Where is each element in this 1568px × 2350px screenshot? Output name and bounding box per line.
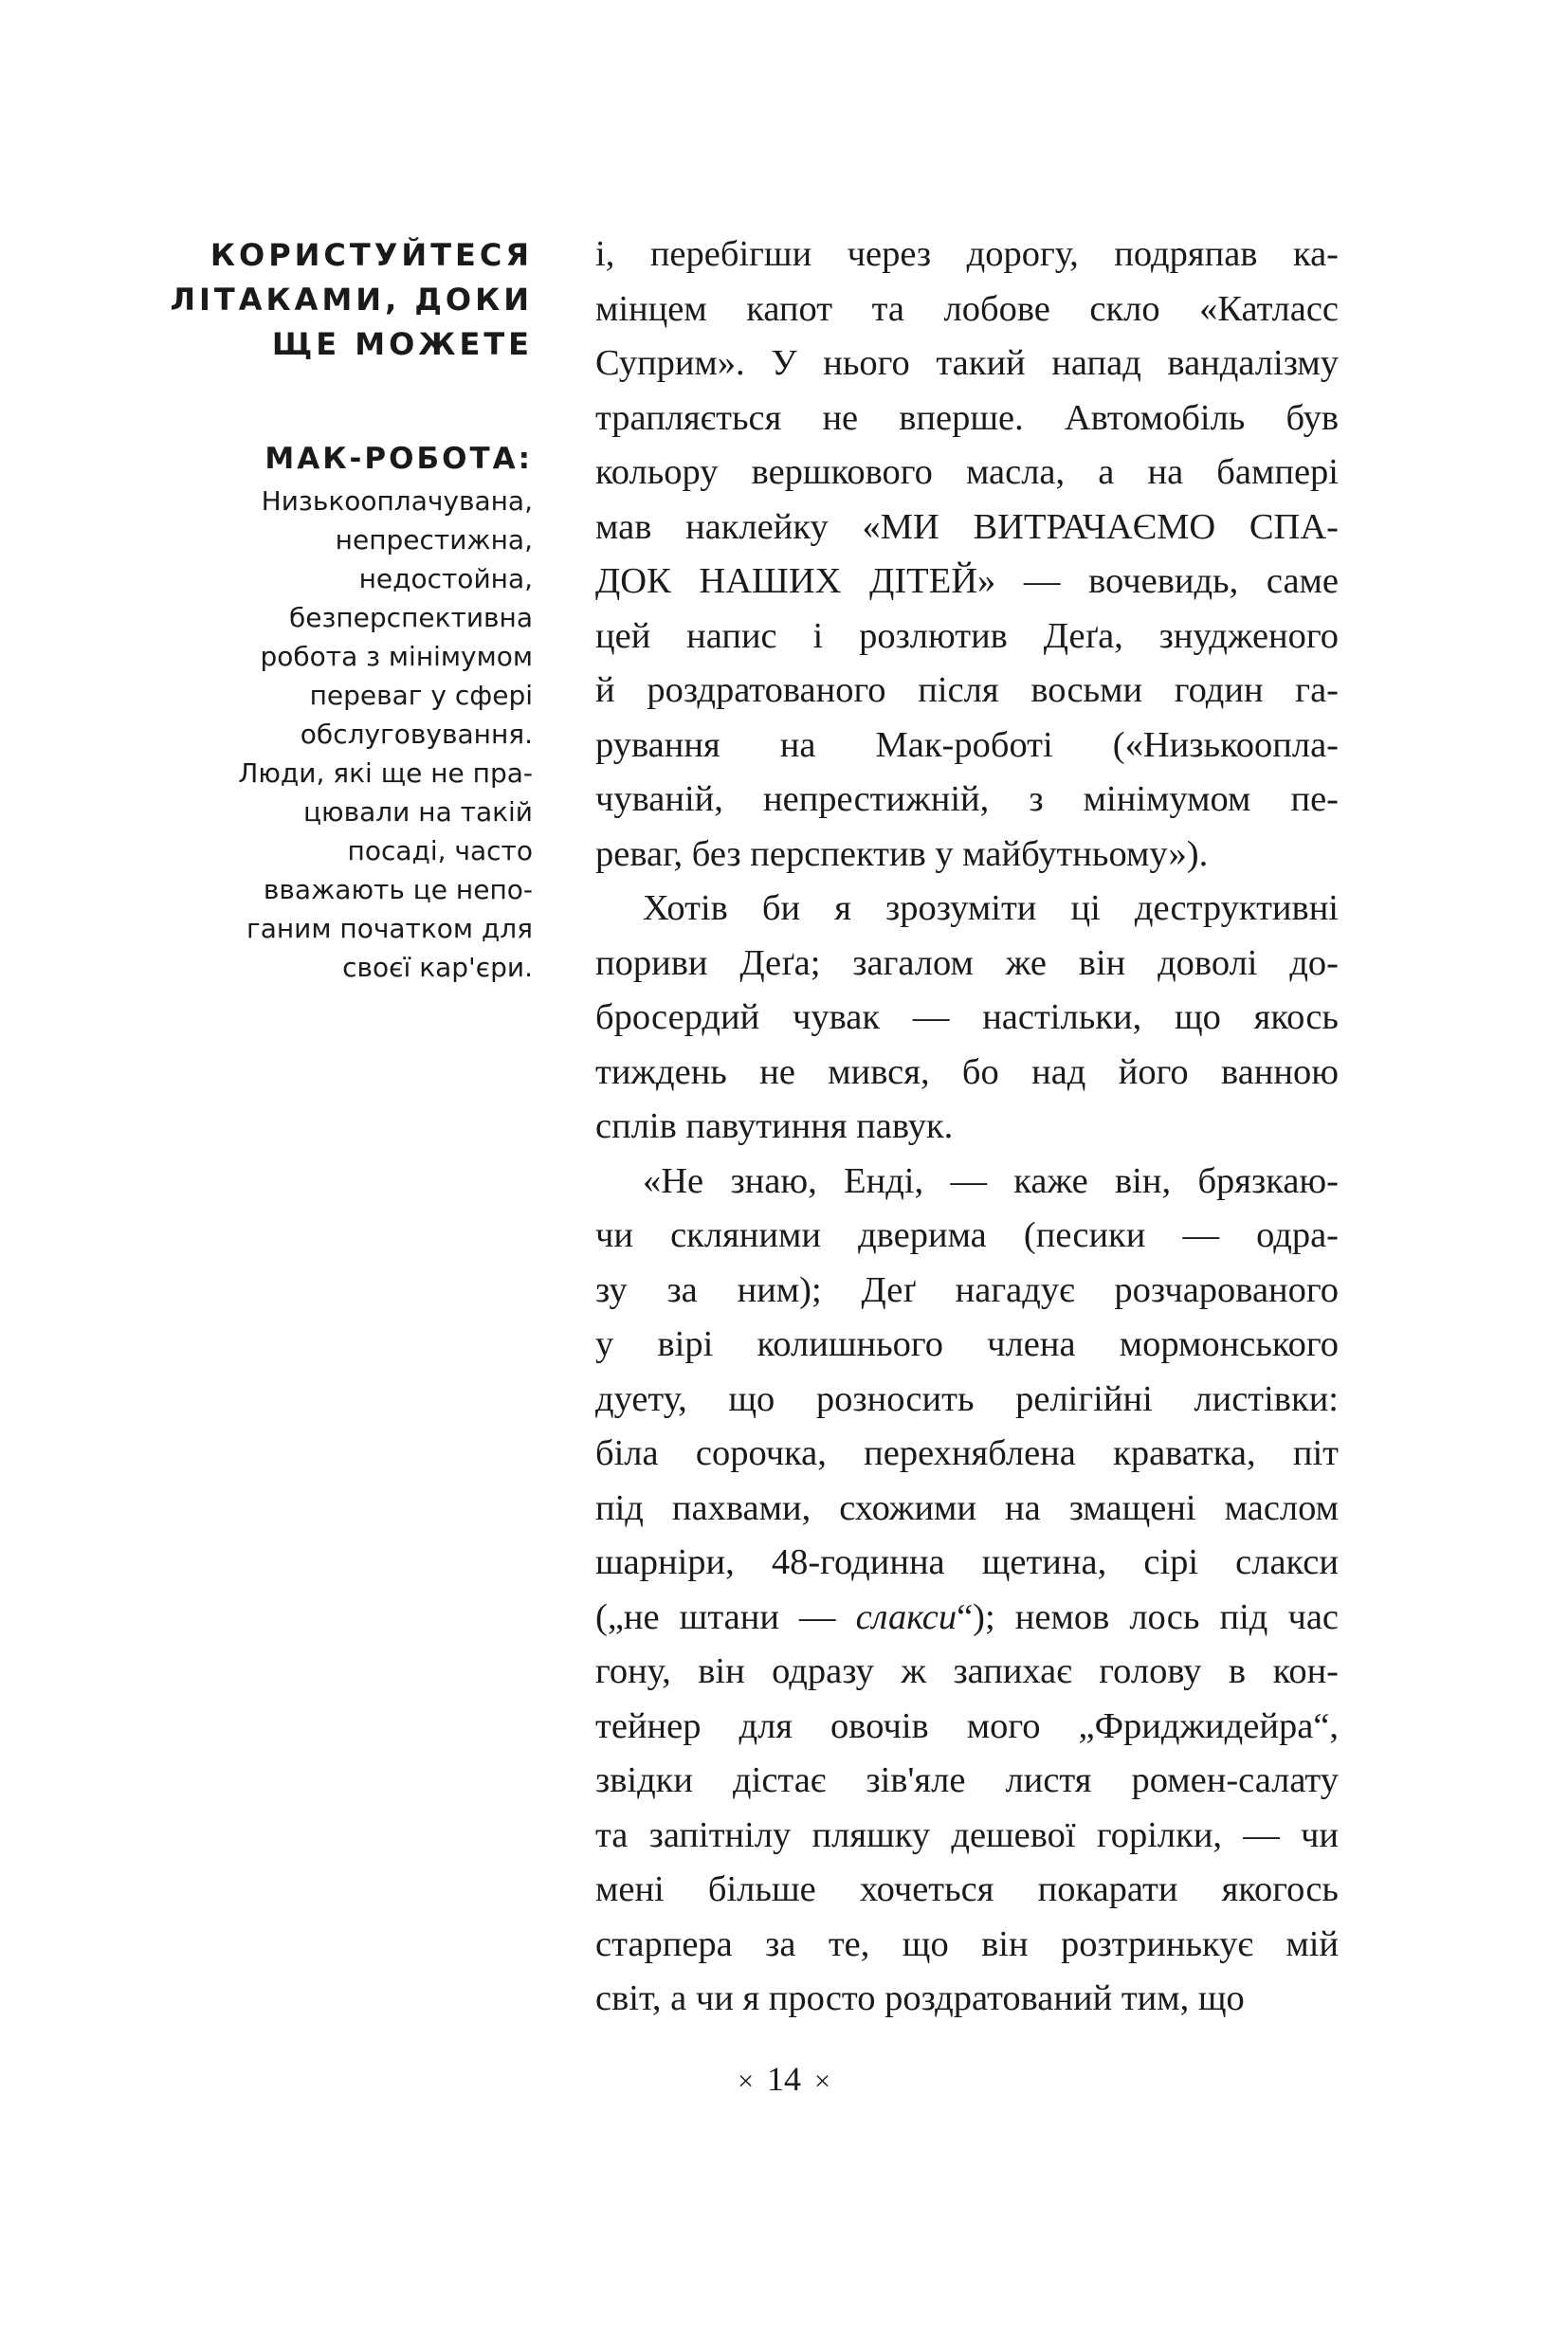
definition-line: ганим початком для — [246, 913, 533, 944]
text-line: мені більше хочеться покарати якогось — [595, 1869, 1339, 1909]
definition-line: посаді, часто — [347, 835, 533, 866]
paragraph — [595, 1155, 1339, 2027]
text-line: шарніри, 48-годинна щетина, сірі слакси — [595, 1542, 1339, 1582]
text-line: зу за ним); Деґ нагадує розчарованого — [595, 1269, 1339, 1310]
paragraph — [595, 882, 1339, 1155]
definition-line: Люди, які ще не пра- — [238, 757, 533, 789]
glossary-term — [142, 437, 533, 987]
chapter-title — [142, 233, 533, 367]
text-line: гону, він одразу ж запихає голову в кон- — [595, 1651, 1339, 1691]
text-line: трапляється не вперше. Автомобіль був — [595, 397, 1339, 438]
text-line: і, перебігши через дорогу, подряпав ка- — [595, 234, 1339, 274]
folio-separator: × — [738, 2066, 754, 2097]
term-definition — [142, 482, 533, 987]
text-line: пориви Деґа; загалом же він доволі до- — [595, 942, 1339, 983]
text-line: у вірі колишнього члена мормонського — [595, 1324, 1339, 1364]
text-line: біла сорочка, перехнябленa краватка, піт — [595, 1433, 1339, 1473]
text-line: Хотів би я зрозуміти ці деструктивні — [643, 888, 1339, 928]
page-number: 14 — [767, 2060, 801, 2098]
text-line: світ, а чи я просто роздратований тим, що — [595, 1978, 1245, 2018]
body-text — [595, 228, 1339, 2027]
definition-line: цювали на такій — [302, 796, 533, 828]
text-line: під пахвами, схожими на змащені маслом — [595, 1487, 1339, 1528]
text-line: звідки дістає зів'яле листя ромен-салату — [595, 1760, 1339, 1800]
text-line: тиждень не мився, бо над його ванною — [595, 1051, 1339, 1092]
text-line: чи скляними дверима (песики — одра- — [595, 1215, 1339, 1255]
definition-line: безперспективна — [288, 602, 533, 633]
text-line: бросердий чувак — настільки, що якось — [595, 997, 1339, 1037]
text-line: кольору вершкового масла, а на бампері — [595, 452, 1339, 492]
sidebar — [142, 233, 533, 987]
page-footer — [0, 2059, 1568, 2099]
text-line: цей напис і розлютив Деґа, знудженого — [595, 615, 1339, 656]
text-line: старпера за те, що він розтринькує мій — [595, 1923, 1339, 1964]
text-line: дуету, що розносить релігійні листівки: — [595, 1378, 1339, 1419]
text-line: «Не знаю, Енді, — каже він, брязкаю- — [643, 1160, 1339, 1201]
text-line: та запітнілу пляшку дешевої горілки, — чи — [595, 1814, 1339, 1855]
definition-line: переваг у сфері — [309, 680, 533, 711]
folio-separator: × — [814, 2066, 830, 2097]
text-line: рування на Мак-роботі («Низькоопла- — [595, 724, 1339, 765]
definition-line: непрестижна, — [335, 524, 533, 556]
definition-line: обслуговування. — [300, 719, 533, 750]
text-line: Суприм». У нього такий напад вандалізму — [595, 343, 1339, 383]
chapter-title-line: ЩЕ МОЖЕТЕ — [271, 326, 533, 362]
paragraph — [595, 228, 1339, 882]
text-line: тейнер для овочів мого „Фриджидейра“, — [595, 1705, 1339, 1746]
definition-line: недостойна, — [358, 563, 533, 594]
definition-line: своєї кар'єри. — [342, 952, 533, 983]
text-line: чуваній, непрестижній, з мінімумом пе- — [595, 779, 1339, 819]
text-line: мав наклейку «МИ ВИТРАЧАЄМО СПА- — [595, 506, 1339, 547]
text-line: („не штани — слакси“); немов лось під час — [595, 1596, 1339, 1637]
term-title: МАК-РОБОТА: — [264, 442, 533, 476]
text-line: мінцем капот та лобове скло «Катласс — [595, 288, 1339, 329]
definition-line: вважають це непо- — [263, 874, 533, 905]
text-line: ДОК НАШИХ ДІТЕЙ» — вочевидь, саме — [595, 561, 1339, 601]
definition-line: Низькооплачувана, — [261, 485, 533, 517]
definition-line: робота з мінімумом — [260, 641, 533, 672]
text-line: реваг, без перспектив у майбутньому»). — [595, 833, 1209, 874]
chapter-title-line: ЛІТАКАМИ, ДОКИ — [170, 282, 533, 318]
text-line: й роздратованого після восьми годин га- — [595, 670, 1339, 710]
emphasis: слакси — [855, 1596, 957, 1637]
chapter-title-line: КОРИСТУЙТЕСЯ — [210, 237, 533, 273]
text-line: сплів павутиння павук. — [595, 1106, 954, 1146]
